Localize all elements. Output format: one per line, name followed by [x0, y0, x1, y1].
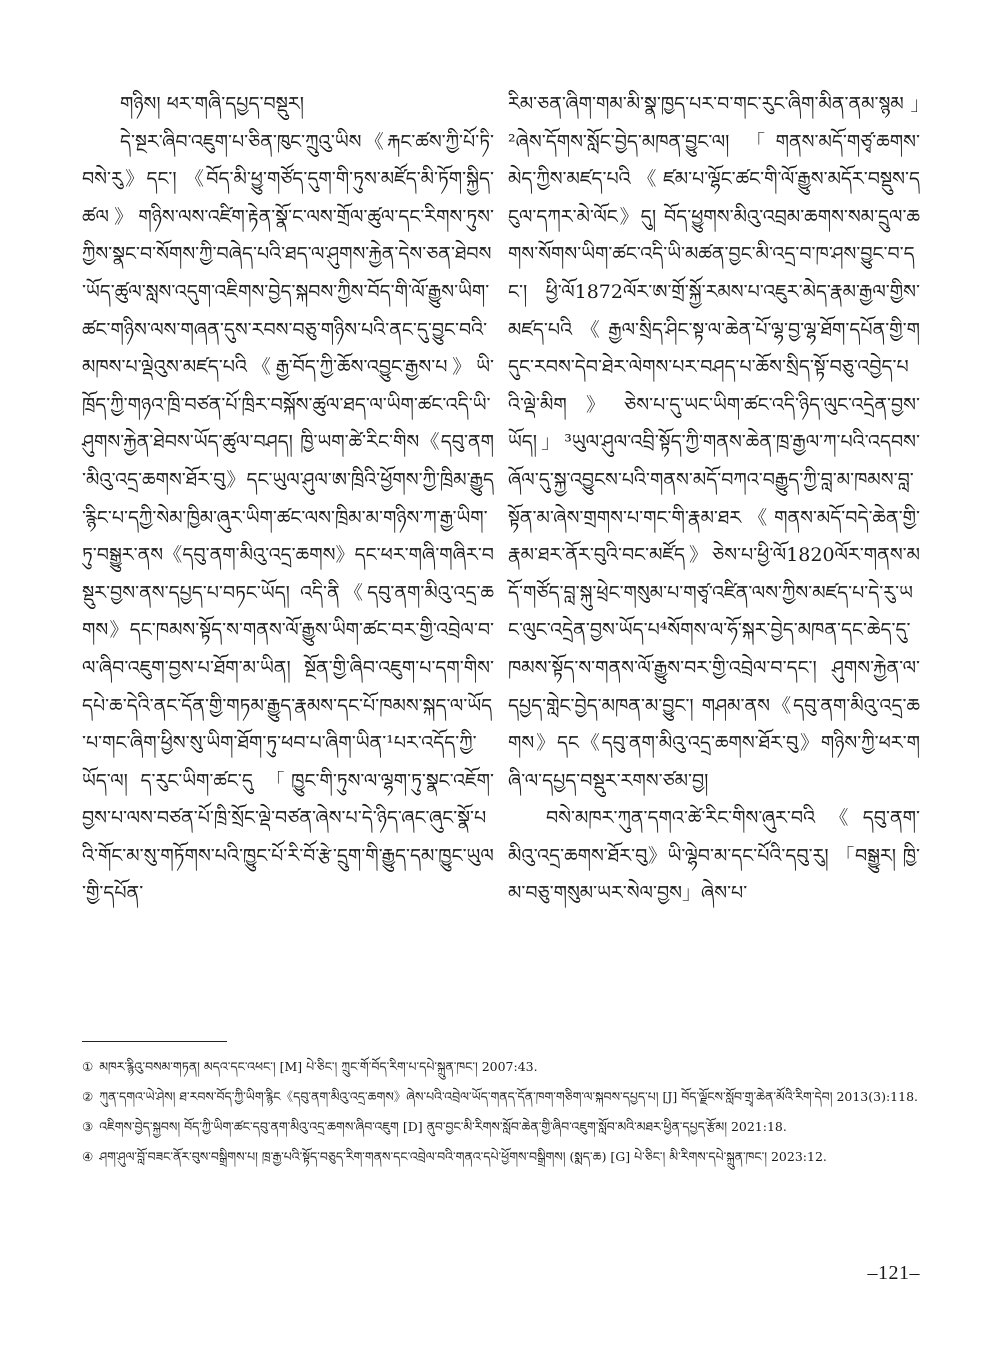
left-column: [82, 86, 494, 913]
footnote-marker: ③: [82, 1119, 94, 1134]
footnote-text: ཤག་ཤུལ་བློ་བཟང་ནོར་བུས་བསྒྲིགས་པ། ཁྲ་རྒྱ་པའི་སྟོད་བཅུད་རིག་གནས་དང་འབྲེལ་བའི་གནའ་དཔེ་ཕྱོགས་བསྒྲིགས། (སྨད་ཆ) [G] པེ་ཅིང་། མི་རིགས་དཔེ་སྐྲུན་ཁང་། 2023:12.: [99, 1149, 827, 1164]
footnotes: [82, 1053, 920, 1173]
body-paragraph: རིམ་ཅན་ཞིག་གམ་མི་སྣ་ཁྱད་པར་བ་གང་རུང་ཞིག་མིན་ནམ་སྙམ」²ཞེས་དོགས་སློང་བྱེད་མཁན་བྱུང་ལ། 「གནས་མདོ་གཙྭ་ཆགས་མེད་ཀྱིས་མཛད་པའི《ཛམ་པ་ལྷོང་ཚང་གི་ལོ་རྒྱུས་མདོར་བསྡུས་དངུལ་དཀར་མེ་ལོང》དུ། བོད་ཕྱུགས་མིའུ་འབྲམ་ཆགས་སམ་དྲུལ་ཆགས་སོགས་ཡིག་ཚང་འདི་ཡི་མཚན་བྱང་མི་འདྲ་བ་ཁ་ཤས་བྱུང་བ་དང་། ཕྱི་ལོ1872ལོར་ཨ་གྲོ་སྐྱོ་རམས་པ་འཇུར་མེད་རྣམ་རྒྱལ་གྱིས་མཛད་པའི《རྒྱལ་སྲིད་ཤིང་སྟ་ལ་ཆེན་པོ་ལྷ་བྱ་ལྷ་ཐོག་དཔོན་གྱི་གདུང་རབས་དེབ་ཐེར་ལེགས་པར་བཤད་པ་ཆོས་སྲིད་སྟོ་བཅུ་འབྱེད་པའི་ལྡེ་མིག》ཅེས་པ་དུ་ཡང་ཡིག་ཚང་འདི་ཉིད་ལུང་འདྲེན་བྱས་ཡོད།」³ཡུལ་ཤུལ་འབྲི་སྟོད་ཀྱི་གནས་ཆེན་ཁྲ་རྒྱལ་ཀ་པའི་འདབས་ཞོལ་དུ་སྐྱ་འབྱུངས་པའི་གནས་མདོ་བཀའ་བརྒྱུད་ཀྱི་བླ་མ་ཁམས་བླ་སྟོན་མ་ཞེས་གྲགས་པ་གང་གི་རྣམ་ཐར《གནས་མདོ་བདེ་ཆེན་གྱི་རྣམ་ཐར་ནོར་བུའི་བང་མཛོད》ཅེས་པ་ཕྱི་ལོ1820ལོར་གནས་མདོ་གཙོད་བླ་སྐུ་ཕྲེང་གསུམ་པ་གཙྭ་འཛིན་ལས་ཀྱིས་མཛད་པ་དེ་རུ་ཡང་ལུང་འདྲེན་བྱས་ཡོད་པ⁴སོགས་ལ་ཧོ་སྐར་བྱེད་མཁན་དང་ཆེད་དུ་ཁམས་སྟོད་ས་གནས་ལོ་རྒྱུས་བར་གྱི་འབྲེལ་བ་དང་། ཤུགས་རྐྱེན་ལ་དཔྱད་གླེང་བྱེད་མཁན་མ་བྱུང་། གཤམ་ནས《དབུ་ནག་མིའུ་འདྲ་ཆགས》དང《དབུ་ནག་མིའུ་འདྲ་ཆགས་ཐོར་བུ》གཉིས་ཀྱི་ཕར་གཞི་ལ་དཔྱད་བསྡུར་རགས་ཙམ་བྱ།: [508, 93, 920, 792]
footnote-marker: ②: [82, 1089, 94, 1104]
footnote-text: འཇིགས་བྱེད་སྐྱབས། བོད་ཀྱི་ཡིག་ཚང་དབུ་ནག་མིའུ་འདྲ་ཆགས་ཞིབ་འཇུག [D] ནུབ་བྱང་མི་རིགས་སློབ་ཆེན་གྱི་ཞིབ་འཇུག་སློབ་མའི་མཐར་ཕྱིན་དཔྱད་རྩོམ། 2021:18.: [99, 1119, 787, 1134]
footnote: [82, 1083, 920, 1110]
footnote: [82, 1113, 920, 1140]
footnote-divider: [82, 1041, 227, 1042]
footnote-text: ཀུན་དགའ་ཡེ་ཤེས། ཐ་རབས་བོད་ཀྱི་ཡིག་རྙིང《དབུ་ནག་མིའུ་འདྲ་ཆགས》ཞེས་པའི་འབྲེལ་ཡོད་གནད་དོན་ཁག་གཅིག་ལ་སྐབས་དཔྱད་པ། [J] བོད་ལྗོངས་སློབ་གྲྭ་ཆེན་མོའི་རིག་དེབ། 2013(3):118.: [99, 1089, 919, 1104]
body-paragraph: དེ་སྔར་ཞིབ་འཇུག་པ་ཅིན་ཁུང་ཀྲུའུ་ཡིས《རྐང་ཚས་ཀྱི་པོ་ཏི་བསེ་རུ》དང་། 《བོད་མི་ཕྱུ་གཙོད་དུག་གི་ཏུས་མཛོད་མི་ཏོག་སྐྱིད་ཚལ》གཉིས་ལས་འཛིག་རྟེན་སྣོ་ང་ལས་གྲོལ་ཚུལ་དང་རིགས་ཏུས་ཀྱིས་སྣང་བ་སོགས་ཀྱི་བཞེད་པའི་ཐད་ལ་ཤུགས་རྐྱེན་དེས་ཅན་ཐེབས་ཡོད་ཚུལ་སླས་འདུག་འཇིགས་བྱེད་སྐབས་ཀྱིས་བོད་གི་ལོ་རྒྱུས་ཡིག་ཚང་གཉིས་ལས་གཞན་དུས་རབས་བཅུ་གཉིས་པའི་ནང་དུ་བྱུང་བའི་མཁས་པ་ལྡེའུས་མཛད་པའི《རྒྱ་བོད་ཀྱི་ཆོས་འབྱུང་རྒྱས་པ》ཡི་ཁྲོད་ཀྱི་གཉའ་ཁྲི་བཙན་པོ་ཁྲིར་བསྐོས་ཚུལ་ཐད་ལ་ཡིག་ཚང་འདི་ཡི་ཤུགས་རྐྱེན་ཐེབས་ཡོད་ཚུལ་བཤད། ཁྱི་ཡག་ཚེ་རིང་གིས《དབུ་ནག་མིའུ་འདྲ་ཆགས་ཐོར་བུ》དང་ཡུལ་ཤུལ་ཨ་ཁྲིའི་ཕྱོགས་ཀྱི་ཁྲིམ་རྒྱུད་རྙིང་པ་དཀྱི་སེམ་ཁྱིམ་ཞུར་ཡིག་ཚང་ལས་ཁྲིམ་མ་གཉིས་ཀ་རྒྱ་ཡིག་ཏུ་བསྒྱུར་ནས《དབུ་ནག་མིའུ་འདྲ་ཆགས》དང་ཕར་གཞི་གཞིར་བསྡུར་བྱས་ནས་དཔྱད་པ་བཏང་ཡོད། འདི་ནི《དབུ་ནག་མིའུ་འདྲ་ཆགས》དང་ཁམས་སྟོད་ས་གནས་ལོ་རྒྱུས་ཡིག་ཚང་བར་གྱི་འབྲེལ་བ་ལ་ཞིབ་འཇུག་བྱས་པ་ཐོག་མ་ཡིན། སྔོན་གྱི་ཞིབ་འཇུག་པ་དག་གིས་དཔེ་ཆ་དེའི་ནང་དོན་གྱི་གཏམ་རྒྱུད་རྣམས་དང་པོ་ཁམས་སྐད་ལ་ཡོད་པ་གང་ཞིག་ཕྱིས་སུ་ཡིག་ཐོག་ཏུ་ཕབ་པ་ཞིག་ཡིན་¹པར་འདོད་ཀྱི་ཡོད་ལ། ད་རུང་ཡིག་ཚང་དུ 「ཁྱུང་གི་ཏུས་ལ་ལྷག་ཏུ་སྣང་འཇོག་བྱས་པ་ལས་བཙན་པོ་ཁྲི་སྲོང་ལྡེ་བཙན་ཞེས་པ་དེ་ཉིད་ཞང་ཞུང་སྣོ་པའི་གོང་མ་སུ་གཏོགས་པའི་ཁྱུང་པོ་རི་བོ་རྩེ་དྲུག་གི་རྒྱུད་དམ་ཁྱུང་ཡུལ་གྱི་དཔོན་: [82, 130, 494, 905]
footnote-text: མཁར་རྙིའུ་བསམ་གཏན། མདའ་དང་འཕང་། [M] པེ་ཅིང་། ཀྲུང་གོ་བོད་རིག་པ་དཔེ་སྐྲུན་ཁང་། 2007:43.: [99, 1059, 538, 1074]
footnote-marker: ④: [82, 1149, 94, 1164]
footnote: [82, 1143, 920, 1170]
right-column: [508, 86, 920, 913]
page-number: –121–: [867, 1262, 920, 1284]
body-paragraph: བསེ་མཁར་ཀུན་དགའ་ཚེ་རིང་གིས་ཞུར་བའི《དབུ་ནག་མིའུ་འདྲ་ཆགས་ཐོར་བུ》ཡི་ལྷེབ་མ་དང་པོའི་དབུ་རུ། 「བསྒྱུར། ཁྱི་མ་བཅུ་གསུམ་ཡར་སེལ་བྱས」ཞེས་པ་: [508, 807, 920, 905]
footnote: [82, 1053, 920, 1080]
footnote-marker: ①: [82, 1059, 94, 1074]
section-heading: གཉིས། ཕར་གཞི་དཔྱད་བསྡུར།: [120, 93, 304, 115]
